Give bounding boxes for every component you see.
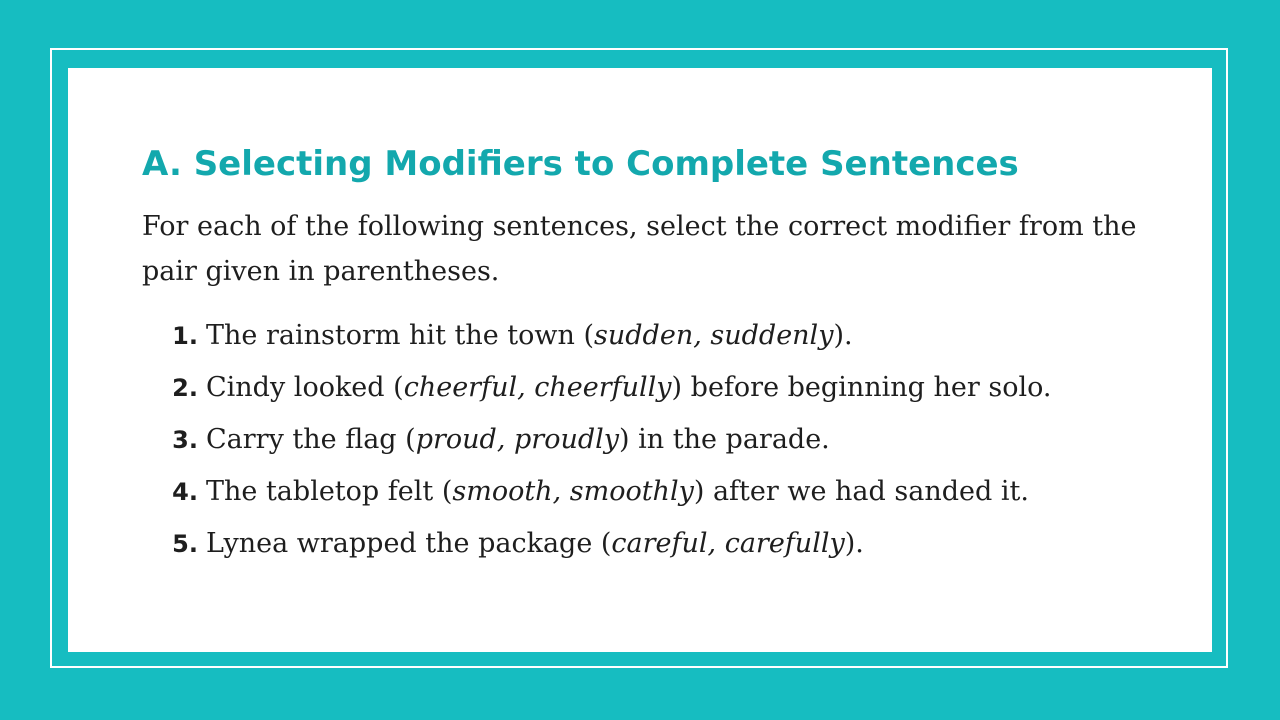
item-text-after: ) before beginning her solo. [671, 372, 1052, 403]
item-options: sudden, suddenly [594, 320, 834, 351]
exercise-instructions: For each of the following sentences, select the correct modifier from the pair given in parentheses. [142, 211, 1137, 287]
item-text-after: ). [833, 320, 853, 351]
item-text [206, 476, 1029, 507]
item-text [206, 372, 1051, 403]
item-number: 3. [172, 426, 198, 454]
item-text-after: ) after we had sanded it. [693, 476, 1029, 507]
exercise-item-5 [160, 518, 1051, 570]
item-text [206, 424, 830, 455]
item-number: 5. [172, 530, 198, 558]
exercise-item-1 [160, 310, 1051, 362]
content-card [68, 68, 1212, 652]
item-text-before: The rainstorm hit the town ( [206, 320, 595, 351]
exercise-item-3 [160, 414, 1051, 466]
item-options: careful, carefully [611, 528, 845, 559]
item-text-after: ) in the parade. [619, 424, 830, 455]
item-text-before: Carry the flag ( [206, 424, 416, 455]
item-text-after: ). [844, 528, 864, 559]
item-options: smooth, smoothly [452, 476, 694, 507]
item-text-before: Cindy looked ( [206, 372, 404, 403]
exercise-item-4 [160, 466, 1051, 518]
item-number: 2. [172, 374, 198, 402]
item-text [206, 320, 853, 351]
exercise-item-2 [160, 362, 1051, 414]
exercise-heading: A. Selecting Modifiers to Complete Sentences [142, 144, 1019, 184]
item-text [206, 528, 864, 559]
item-number: 4. [172, 478, 198, 506]
item-options: proud, proudly [415, 424, 620, 455]
item-text-before: The tabletop felt ( [206, 476, 453, 507]
item-text-before: Lynea wrapped the package ( [206, 528, 612, 559]
exercise-list [160, 310, 1051, 570]
item-number: 1. [172, 322, 198, 350]
item-options: cheerful, cheerfully [403, 372, 672, 403]
